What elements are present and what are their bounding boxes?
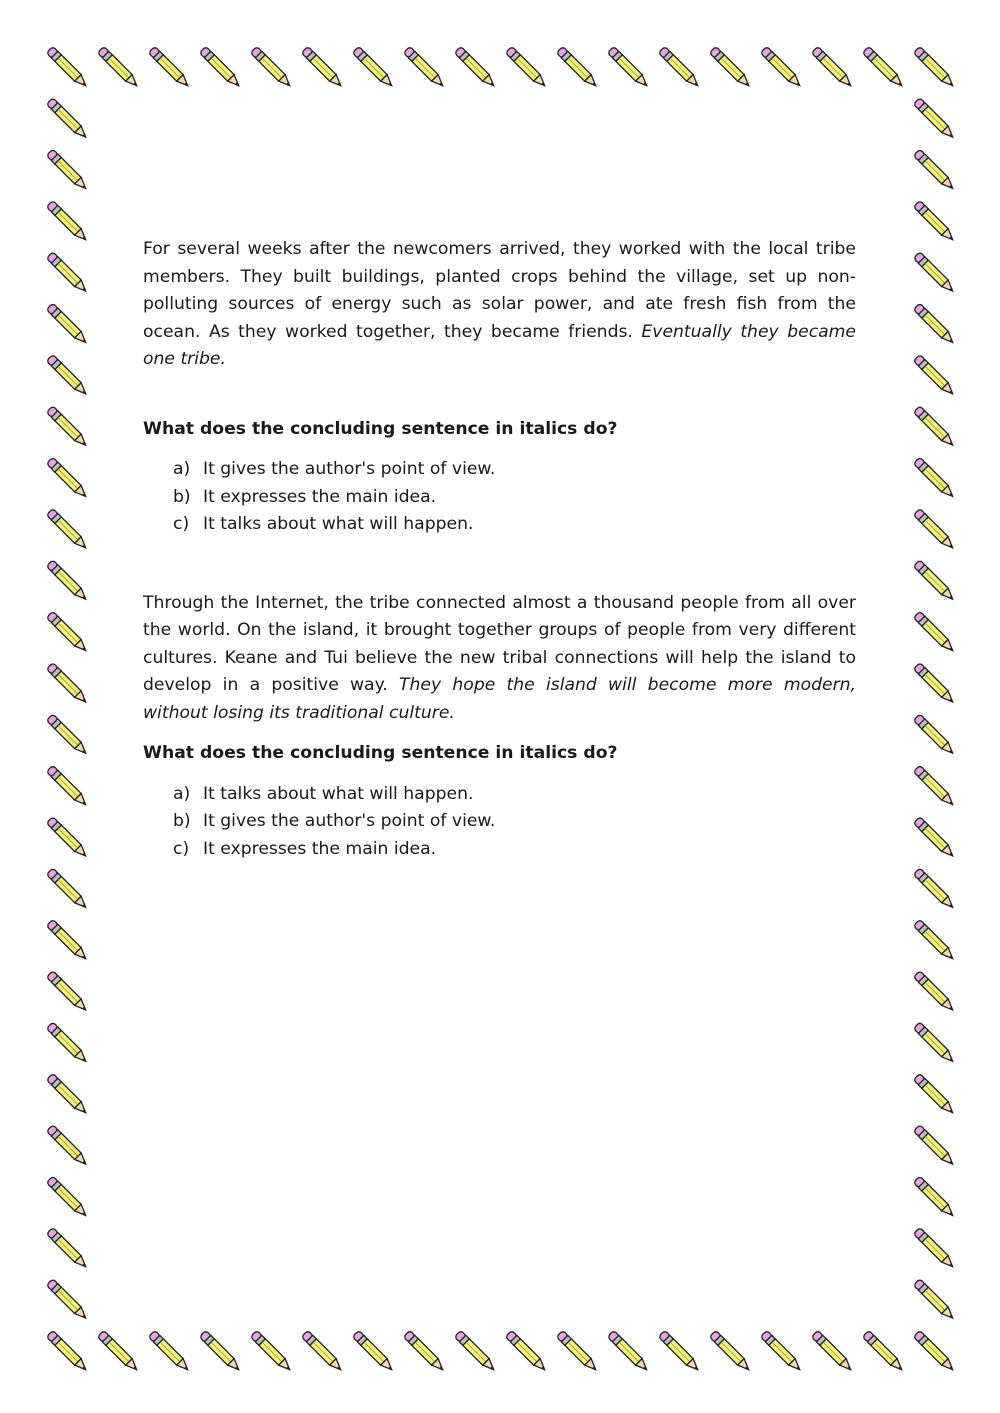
pencil-icon bbox=[913, 303, 956, 346]
pencil-icon bbox=[913, 765, 956, 808]
answer-option[interactable] bbox=[173, 456, 856, 484]
pencil-icon bbox=[607, 1330, 650, 1373]
option-letter: a) bbox=[173, 459, 191, 479]
pencil-icon bbox=[913, 1125, 956, 1168]
pencil-icon bbox=[658, 46, 701, 89]
pencil-icon bbox=[148, 1330, 191, 1373]
pencil-icon bbox=[46, 1330, 89, 1373]
pencil-icon bbox=[46, 765, 89, 808]
pencil-icon bbox=[862, 1330, 905, 1373]
pencil-icon bbox=[913, 1022, 956, 1065]
pencil-icon bbox=[556, 1330, 599, 1373]
pencil-icon bbox=[352, 1330, 395, 1373]
pencil-icon bbox=[250, 46, 293, 89]
passage-paragraph-2: Through the Internet, the tribe connected almost a thousand people from all over the world. On the island, it brought together groups of people from very different cultures. Keane and Tui believe the new tribal connections will help the island to develop in a positive way. They hope the island will become more modern, without losing its traditional culture. bbox=[143, 592, 856, 723]
pencil-icon bbox=[46, 406, 89, 449]
pencil-icon bbox=[505, 46, 548, 89]
pencil-icon bbox=[250, 1330, 293, 1373]
pencil-icon bbox=[46, 509, 89, 552]
pencil-icon bbox=[46, 457, 89, 500]
option-text: It talks about what will happen. bbox=[203, 514, 474, 534]
pencil-icon bbox=[913, 406, 956, 449]
option-text: It gives the author's point of view. bbox=[203, 459, 496, 479]
pencil-icon bbox=[913, 1176, 956, 1219]
pencil-icon bbox=[97, 1330, 140, 1373]
pencil-icon bbox=[913, 1279, 956, 1322]
pencil-icon bbox=[46, 1176, 89, 1219]
pencil-icon bbox=[913, 560, 956, 603]
passage-paragraph-1: For several weeks after the newcomers arrived, they worked with the local tribe members. They built buildings, planted crops behind the village, set up non-polluting sources of energy such as solar power, and ate fresh fish from the ocean. As they worked together, they became friends. Eventually they became one tribe. bbox=[143, 239, 856, 369]
pencil-icon bbox=[46, 611, 89, 654]
pencil-icon bbox=[403, 1330, 446, 1373]
pencil-icon bbox=[46, 200, 89, 243]
pencil-icon bbox=[46, 252, 89, 295]
pencil-icon bbox=[46, 1125, 89, 1168]
answer-options-1 bbox=[143, 456, 856, 539]
question-2: What does the concluding sentence in italics do? bbox=[143, 743, 618, 763]
option-letter: a) bbox=[173, 783, 191, 804]
pencil-icon bbox=[46, 971, 89, 1014]
pencil-icon bbox=[913, 252, 956, 295]
pencil-icon bbox=[148, 46, 191, 89]
pencil-icon bbox=[46, 46, 89, 89]
option-letter: c) bbox=[173, 514, 190, 534]
answer-option[interactable] bbox=[173, 808, 856, 836]
pencil-icon bbox=[46, 149, 89, 192]
concluding-sentence-italic: They hope the island will become more modern, without losing its traditional culture. bbox=[143, 675, 856, 723]
option-letter: c) bbox=[173, 838, 190, 859]
pencil-icon bbox=[46, 354, 89, 397]
pencil-icon bbox=[913, 149, 956, 192]
pencil-icon bbox=[556, 46, 599, 89]
answer-option[interactable] bbox=[173, 511, 856, 539]
pencil-icon bbox=[46, 1073, 89, 1116]
pencil-icon bbox=[301, 1330, 344, 1373]
pencil-icon bbox=[46, 663, 89, 706]
pencil-icon bbox=[352, 46, 395, 89]
pencil-icon bbox=[199, 1330, 242, 1373]
pencil-icon bbox=[913, 1073, 956, 1116]
question-1: What does the concluding sentence in italics do? bbox=[143, 418, 618, 439]
pencil-icon bbox=[913, 919, 956, 962]
pencil-icon bbox=[811, 1330, 854, 1373]
pencil-icon bbox=[658, 1330, 701, 1373]
pencil-icon bbox=[46, 868, 89, 911]
pencil-icon bbox=[46, 714, 89, 757]
pencil-icon bbox=[913, 46, 956, 89]
concluding-sentence-italic: Eventually they became one tribe. bbox=[143, 321, 856, 369]
pencil-icon bbox=[913, 714, 956, 757]
option-text: It expresses the main idea. bbox=[203, 838, 437, 859]
pencil-icon bbox=[97, 46, 140, 89]
pencil-icon bbox=[913, 971, 956, 1014]
pencil-icon bbox=[505, 1330, 548, 1373]
option-letter: b) bbox=[173, 811, 191, 831]
pencil-icon bbox=[301, 46, 344, 89]
pencil-icon bbox=[709, 1330, 752, 1373]
pencil-icon bbox=[709, 46, 752, 89]
pencil-icon bbox=[913, 663, 956, 706]
pencil-icon bbox=[760, 1330, 803, 1373]
pencil-icon bbox=[46, 817, 89, 860]
pencil-icon bbox=[913, 354, 956, 397]
pencil-icon bbox=[607, 46, 650, 89]
worksheet-content bbox=[143, 236, 856, 863]
answer-options-2 bbox=[143, 781, 856, 864]
pencil-icon bbox=[46, 303, 89, 346]
pencil-icon bbox=[913, 200, 956, 243]
pencil-icon bbox=[913, 509, 956, 552]
pencil-icon bbox=[913, 868, 956, 911]
pencil-icon bbox=[454, 46, 497, 89]
pencil-icon bbox=[913, 98, 956, 141]
pencil-icon bbox=[46, 919, 89, 962]
option-text: It talks about what will happen. bbox=[203, 783, 474, 804]
answer-option[interactable] bbox=[173, 484, 856, 512]
pencil-icon bbox=[862, 46, 905, 89]
pencil-icon bbox=[913, 1330, 956, 1373]
pencil-icon bbox=[199, 46, 242, 89]
pencil-icon bbox=[913, 1227, 956, 1270]
pencil-icon bbox=[46, 560, 89, 603]
option-letter: b) bbox=[173, 486, 191, 507]
answer-option[interactable] bbox=[173, 781, 856, 809]
pencil-icon bbox=[46, 1227, 89, 1270]
section-2 bbox=[143, 590, 856, 864]
pencil-icon bbox=[913, 457, 956, 500]
pencil-icon bbox=[46, 1279, 89, 1322]
pencil-icon bbox=[913, 611, 956, 654]
pencil-icon bbox=[811, 46, 854, 89]
pencil-icon bbox=[913, 817, 956, 860]
pencil-icon bbox=[454, 1330, 497, 1373]
pencil-icon bbox=[46, 98, 89, 141]
pencil-icon bbox=[760, 46, 803, 89]
pencil-icon bbox=[46, 1022, 89, 1065]
option-text: It expresses the main idea. bbox=[203, 486, 437, 507]
answer-option[interactable] bbox=[173, 836, 856, 864]
option-text: It gives the author's point of view. bbox=[203, 811, 496, 831]
section-1 bbox=[143, 236, 856, 539]
pencil-icon bbox=[403, 46, 446, 89]
